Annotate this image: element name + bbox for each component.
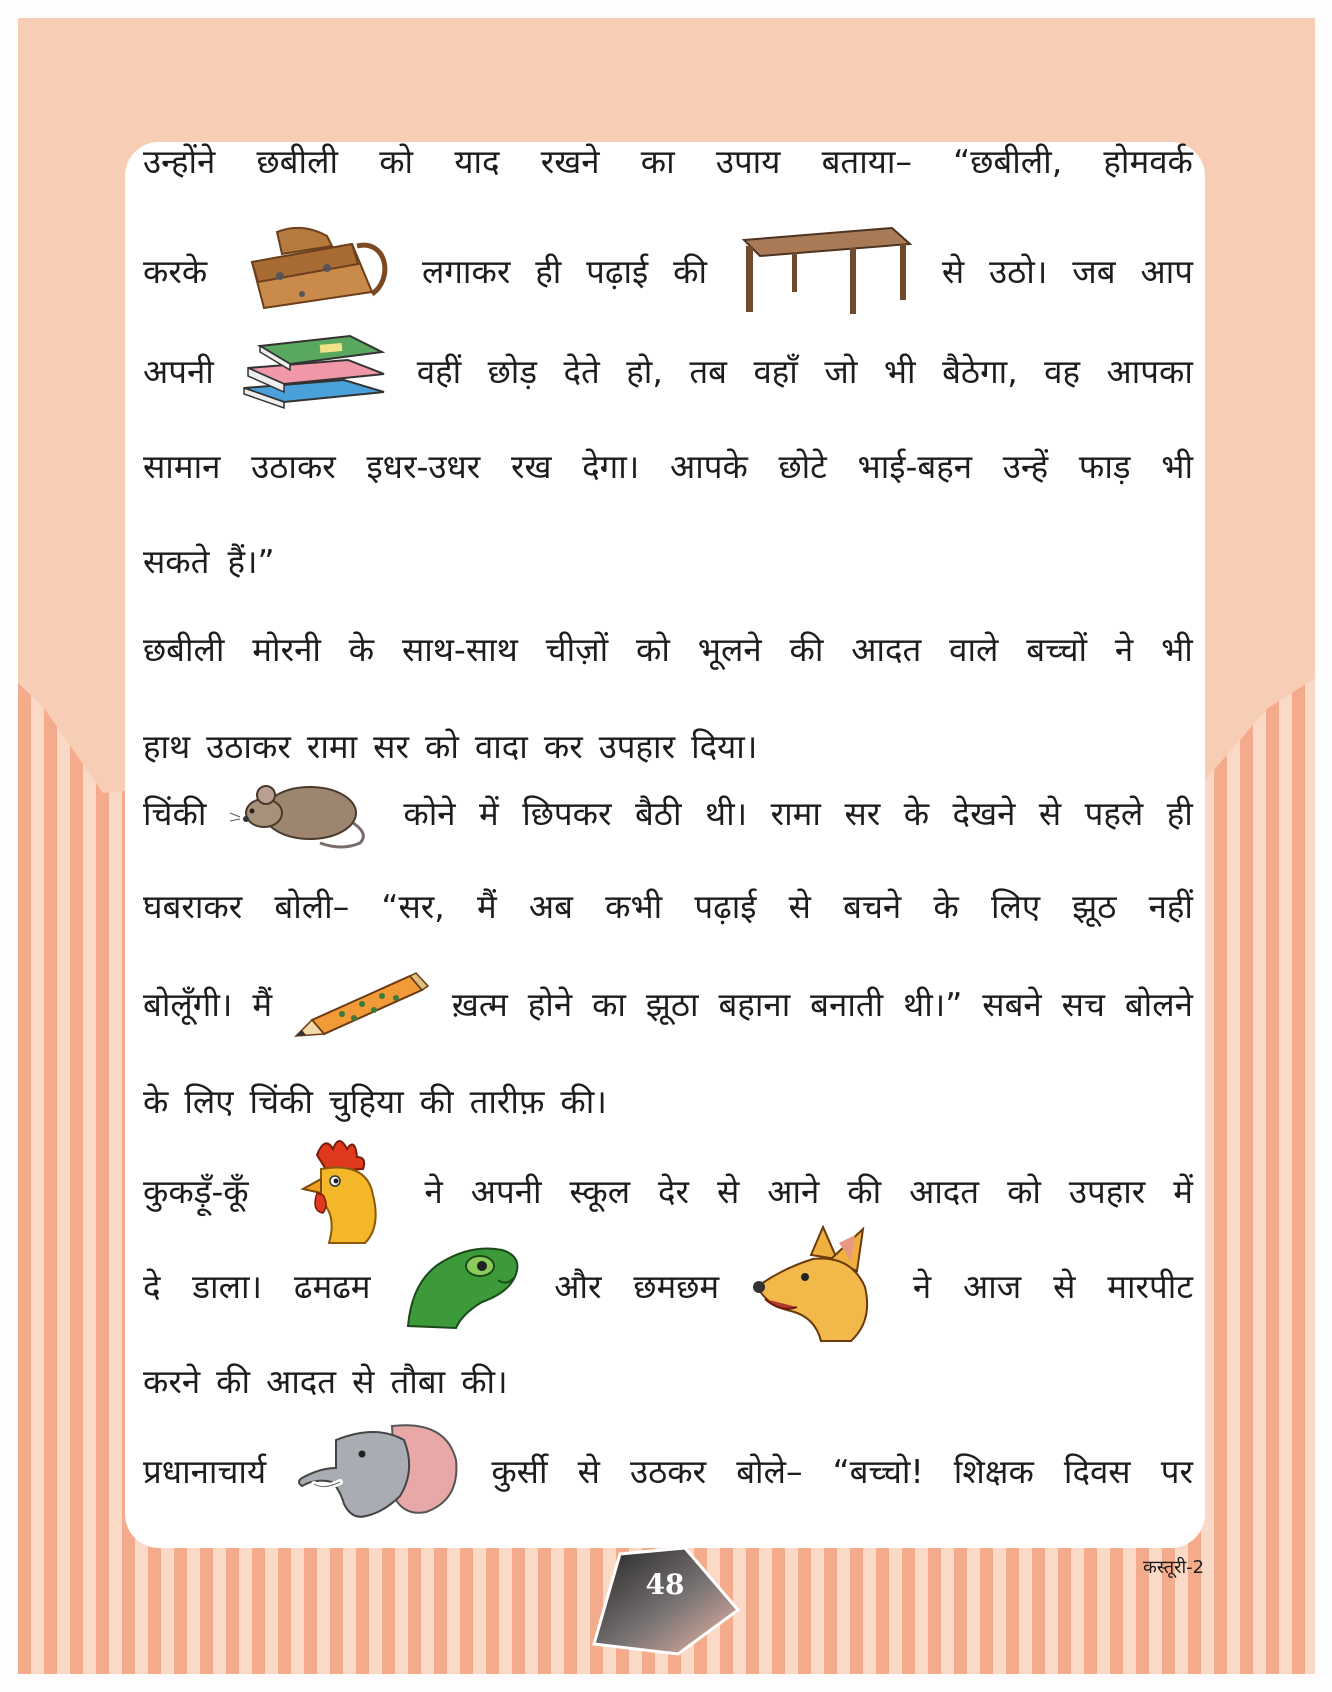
word: को	[424, 726, 459, 766]
word: चिंकी	[143, 793, 207, 833]
word: से	[1038, 793, 1062, 833]
book-name: कस्तूरी-2	[1143, 1557, 1205, 1578]
word: से	[1053, 1266, 1076, 1306]
word: की	[847, 1171, 882, 1211]
word: छिपकर	[522, 793, 612, 833]
word: चुहिया	[328, 1081, 404, 1121]
word: में	[479, 793, 499, 833]
word: वहाँ	[753, 351, 798, 391]
text-line-1	[143, 130, 1193, 190]
word: सच	[1061, 984, 1105, 1024]
word: आपके	[669, 446, 748, 486]
school-bag-icon	[232, 224, 397, 316]
rooster-icon	[277, 1135, 397, 1245]
word: ही	[535, 251, 562, 291]
word: छबीली	[256, 141, 338, 181]
word: उठाकर	[251, 446, 336, 486]
text-line-5	[143, 530, 1193, 590]
word: घबराकर	[143, 886, 243, 926]
word: भूलने	[697, 629, 762, 669]
text-line-4	[143, 435, 1193, 495]
word: भाई-बहन	[857, 446, 973, 486]
word: कोने	[403, 793, 456, 833]
table-icon	[732, 224, 917, 316]
word: सबने	[982, 984, 1042, 1024]
word: बोलूँगी।	[143, 984, 233, 1024]
text-line-7	[143, 715, 1193, 775]
word: झूठा	[645, 984, 699, 1024]
word: रख	[510, 446, 552, 486]
word: उठाकर	[206, 726, 291, 766]
word: झूठ	[1072, 886, 1117, 926]
word: तौबा	[390, 1361, 446, 1401]
word: देते	[563, 351, 600, 391]
word: रामा	[770, 793, 821, 833]
word: बच्चों	[1026, 629, 1088, 669]
word: देर	[658, 1171, 690, 1211]
word: ही	[1166, 793, 1193, 833]
word: के	[933, 886, 959, 926]
text-line-10	[143, 973, 1193, 1033]
word: आप	[1140, 251, 1193, 291]
word: डाला।	[192, 1266, 263, 1306]
word: याद	[454, 141, 500, 181]
word: पढ़ाई	[694, 886, 757, 926]
frog-icon	[402, 1240, 522, 1330]
word: हैं।”	[227, 541, 275, 581]
word: बोले–	[736, 1451, 803, 1491]
word: को	[636, 629, 670, 669]
word: नहीं	[1148, 886, 1193, 926]
word: कभी	[605, 886, 663, 926]
word: देखने	[952, 793, 1016, 833]
word: जब	[1072, 251, 1116, 291]
word: जो	[824, 351, 858, 391]
fox-icon	[751, 1225, 881, 1345]
word: की	[789, 629, 824, 669]
word: प्रधानाचार्य	[143, 1451, 267, 1491]
word: तारीफ़	[469, 1081, 545, 1121]
text-line-9	[143, 875, 1193, 935]
word: छबीली	[143, 629, 225, 669]
word: देगा।	[582, 446, 640, 486]
word: कुकड़ूँ-कूँ	[143, 1171, 249, 1211]
word: बोली–	[274, 886, 350, 926]
word: मैं	[476, 886, 497, 926]
word: कर	[543, 726, 583, 766]
word: सकते	[143, 541, 210, 581]
word: से	[941, 251, 965, 291]
word: वहीं	[416, 351, 462, 391]
word: फाड़	[1078, 446, 1131, 486]
word: छमछम	[633, 1266, 720, 1306]
word: की।	[560, 1081, 607, 1121]
word: का	[592, 984, 626, 1024]
word: आने	[767, 1171, 820, 1211]
text-line-14	[143, 1350, 1193, 1410]
word: करने	[143, 1361, 201, 1401]
word: बनाती	[810, 984, 884, 1024]
word: रखने	[540, 141, 600, 181]
word: से	[577, 1451, 600, 1491]
text-line-3	[143, 340, 1193, 400]
text-line-13	[143, 1255, 1193, 1315]
word: वादा	[474, 726, 528, 766]
page-number: 48	[645, 1568, 685, 1601]
mouse-icon	[230, 771, 380, 853]
word: भी	[883, 351, 916, 391]
word: से	[788, 886, 811, 926]
word: बोलने	[1124, 984, 1193, 1024]
word: और	[554, 1266, 602, 1306]
word: थी।	[705, 793, 748, 833]
word: ख़त्म	[451, 984, 508, 1024]
word: शिक्षक	[953, 1451, 1034, 1491]
word: तब	[689, 351, 727, 391]
word: अपनी	[143, 351, 214, 391]
word: “बच्चो!	[832, 1451, 924, 1491]
word: होमवर्क	[1103, 141, 1193, 181]
word: वह	[1044, 351, 1081, 391]
word: सामान	[143, 446, 221, 486]
word: पर	[1160, 1451, 1193, 1491]
word: में	[1173, 1171, 1193, 1211]
word: “छबीली,	[953, 141, 1063, 181]
elephant-icon	[296, 1420, 461, 1520]
word: की	[419, 1081, 454, 1121]
word: मैं	[252, 984, 273, 1024]
word: उपहार	[1068, 1171, 1146, 1211]
word: को	[379, 141, 414, 181]
word: होने	[527, 984, 573, 1024]
word: बचने	[843, 886, 902, 926]
word: की।	[461, 1361, 508, 1401]
text-line-11	[143, 1070, 1193, 1130]
word: आपका	[1106, 351, 1193, 391]
word: उन्हें	[1002, 446, 1049, 486]
word: उठकर	[630, 1451, 707, 1491]
word: ने	[1114, 629, 1134, 669]
text-line-12	[143, 1160, 1193, 1220]
word: भी	[1161, 446, 1193, 486]
word: सर	[844, 793, 881, 833]
word: पढ़ाई	[586, 251, 649, 291]
word: बैठी	[634, 793, 682, 833]
word: मारपीट	[1107, 1266, 1193, 1306]
word: अब	[528, 886, 573, 926]
text-line-8	[143, 782, 1193, 842]
word: छोड़	[487, 351, 537, 391]
pencil-icon	[292, 968, 432, 1038]
word: इधर-उधर	[366, 446, 481, 486]
word: कुर्सी	[491, 1451, 548, 1491]
word: रामा	[306, 726, 358, 766]
word: “सर,	[381, 886, 445, 926]
word: ने	[424, 1171, 443, 1211]
text-line-2	[143, 240, 1193, 300]
books-icon	[240, 330, 390, 410]
word: लिए	[184, 1081, 234, 1121]
word: सर	[373, 726, 409, 766]
word: पहले	[1084, 793, 1144, 833]
word: आदत	[266, 1361, 337, 1401]
word: ढमढम	[293, 1266, 371, 1306]
word: उन्होंने	[143, 141, 216, 181]
word: के	[143, 1081, 169, 1121]
word: उपाय	[715, 141, 781, 181]
page-badge-shape	[590, 1546, 740, 1656]
text-line-15	[143, 1440, 1193, 1500]
word: आदत	[851, 629, 922, 669]
word: चिंकी	[249, 1081, 313, 1121]
word: हो,	[626, 351, 663, 391]
word: बताया–	[821, 141, 912, 181]
word: आज	[963, 1266, 1022, 1306]
word: की	[216, 1361, 251, 1401]
word: के	[348, 629, 375, 669]
word: अपनी	[470, 1171, 542, 1211]
word: दिवस	[1063, 1451, 1131, 1491]
word: मोरनी	[252, 629, 321, 669]
word: वाले	[949, 629, 999, 669]
word: दिया।	[691, 726, 758, 766]
text-line-6	[143, 618, 1193, 678]
word: बैठेगा,	[942, 351, 1018, 391]
word: से	[352, 1361, 375, 1401]
word: को	[1007, 1171, 1041, 1211]
word: करके	[143, 251, 208, 291]
word: बहाना	[718, 984, 791, 1024]
word: भी	[1161, 629, 1193, 669]
word: से	[716, 1171, 740, 1211]
word: ने	[912, 1266, 932, 1306]
word: दे	[143, 1266, 161, 1306]
word: का	[640, 141, 675, 181]
word: चीज़ों	[545, 629, 609, 669]
word: उपहार	[598, 726, 676, 766]
word: साथ-साथ	[401, 629, 518, 669]
word: की	[673, 251, 708, 291]
word: लगाकर	[421, 251, 511, 291]
word: के	[903, 793, 930, 833]
word: हाथ	[143, 726, 191, 766]
word: उठो।	[989, 251, 1048, 291]
word: लिए	[990, 886, 1041, 926]
word: छोटे	[778, 446, 827, 486]
page-number-badge	[590, 1546, 740, 1656]
word: आदत	[909, 1171, 980, 1211]
word: थी।”	[903, 984, 963, 1024]
word: स्कूल	[569, 1171, 631, 1211]
